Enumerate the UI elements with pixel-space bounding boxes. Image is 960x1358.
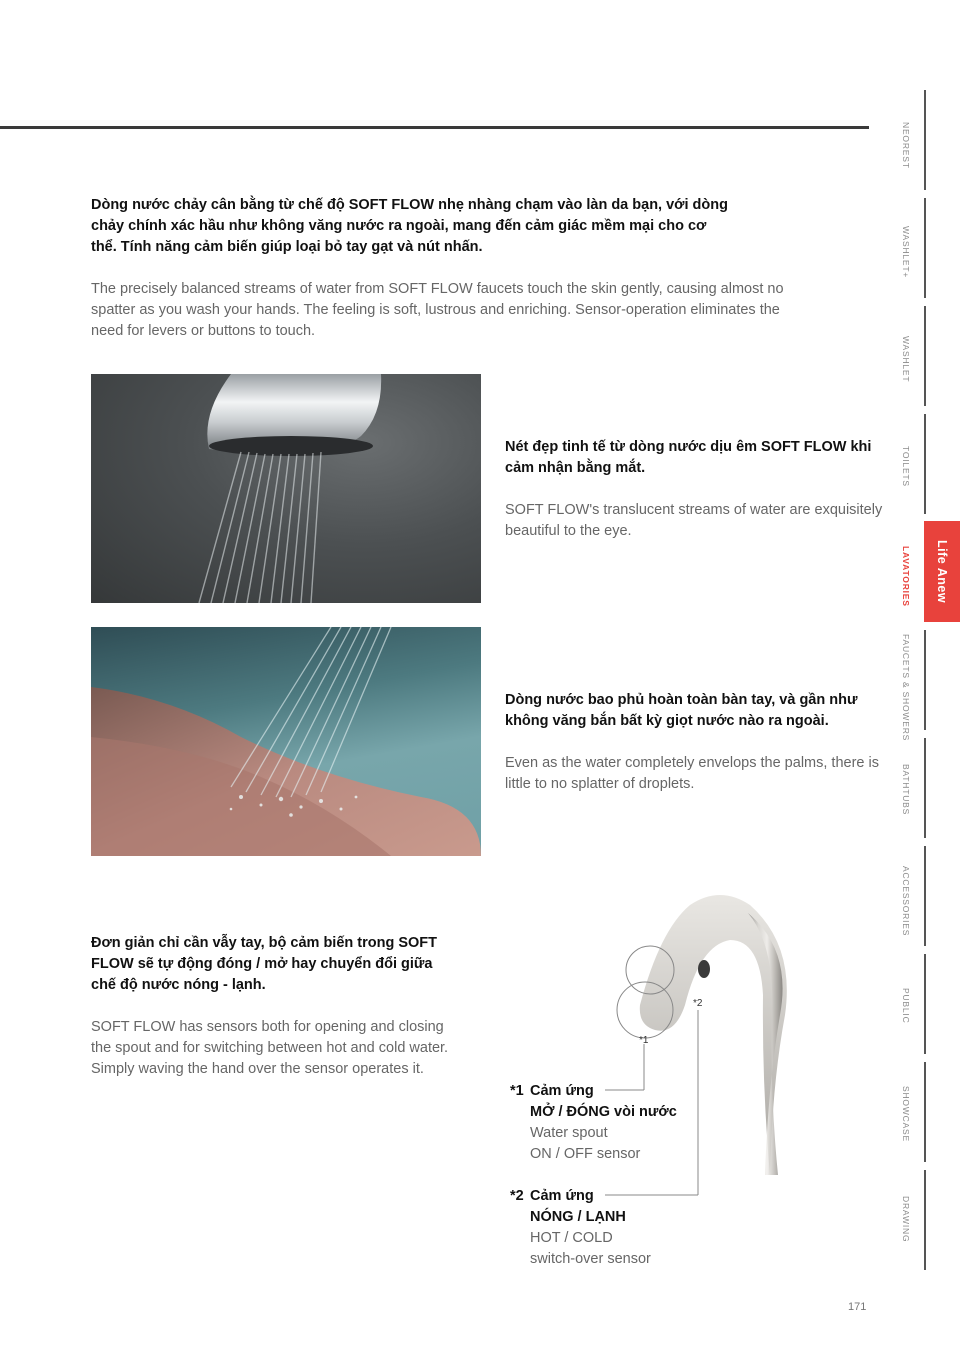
tab-neorest[interactable]: NEOREST <box>901 122 911 169</box>
tab-public[interactable]: PUBLIC <box>901 988 911 1024</box>
tab-drawing[interactable]: DRAWING <box>901 1196 911 1243</box>
callout-1-vn-line2: MỞ / ĐÓNG vòi nước <box>530 1104 677 1120</box>
sidebar-divider <box>924 738 926 838</box>
sensor-text-en: SOFT FLOW has sensors both for opening and closing the spout and for switching between hot and cold water. Simply waving the hand over the sensor operates it. <box>91 1019 449 1077</box>
callout-1 <box>510 1081 677 1165</box>
tab-showcase[interactable]: SHOWCASE <box>901 1086 911 1142</box>
sidebar-divider <box>924 90 926 190</box>
callout-2-mark: *2 <box>510 1188 524 1204</box>
sensor-callout-lines <box>500 940 740 1210</box>
page-number: 171 <box>848 1301 867 1313</box>
callout-1-en-line2: ON / OFF sensor <box>530 1146 641 1162</box>
marker-1: *1 <box>639 1035 649 1046</box>
faucet-stream-photo <box>91 374 481 603</box>
tab-lavatories[interactable]: LAVATORIES <box>901 546 911 607</box>
life-anew-badge: Life Anew <box>924 521 960 622</box>
tab-bathtubs[interactable]: BATHTUBS <box>901 764 911 816</box>
sidebar-divider <box>924 198 926 298</box>
sidebar-divider <box>924 846 926 946</box>
sidebar-divider <box>924 954 926 1054</box>
callout-2-en-line2: switch-over sensor <box>530 1251 651 1267</box>
tab-washlet[interactable]: WASHLET <box>901 336 911 383</box>
hands-water-photo <box>91 627 481 856</box>
sidebar-divider <box>924 306 926 406</box>
top-rule <box>0 126 869 129</box>
callout-1-mark: *1 <box>510 1083 524 1099</box>
tab-toilets[interactable]: TOILETS <box>901 446 911 487</box>
sidebar-divider <box>924 414 926 514</box>
sidebar-divider <box>924 1062 926 1162</box>
callout-2 <box>510 1186 651 1270</box>
callout-2-en-line1: HOT / COLD <box>530 1230 613 1246</box>
sidebar-divider <box>924 630 926 730</box>
tab-faucets-showers[interactable]: FAUCETS & SHOWERS <box>901 634 911 742</box>
marker-2: *2 <box>693 998 703 1009</box>
callout-1-vn-line1: Cảm ứng <box>530 1083 594 1099</box>
tab-washlet-plus[interactable]: WASHLET+ <box>901 226 911 279</box>
sidebar-divider <box>924 1170 926 1270</box>
callout-2-vn-line2: NÓNG / LẠNH <box>530 1209 626 1225</box>
intro-text-en: The precisely balanced streams of water from SOFT FLOW faucets touch the skin gently, causing almost no spatter as you wash your hands. The feeling is soft, lustrous and enriching. Sensor-operation eliminates the need for levers or buttons to touch. <box>91 281 784 339</box>
intro-text-vn: Dòng nước chảy cân bằng từ chế độ SOFT FLOW nhẹ nhàng chạm vào làn da bạn, với dòng chảy chính xác hầu như không văng nước ra ngoài, mang đến cảm giác mềm mại cho cơ thể. Tính năng cảm biến giúp loại bỏ tay gạt và nút nhấn. <box>91 197 728 255</box>
callout-1-en-line1: Water spout <box>530 1125 608 1141</box>
callout-2-vn-line1: Cảm ứng <box>530 1188 594 1204</box>
feature1-text-vn: Nét đẹp tinh tế từ dòng nước dịu êm SOFT FLOW khi cảm nhận bằng mắt. <box>505 439 872 476</box>
tab-accessories[interactable]: ACCESSORIES <box>901 866 911 937</box>
sensor-text-vn: Đơn giản chỉ cần vẫy tay, bộ cảm biến trong SOFT FLOW sẽ tự động đóng / mở hay chuyển đổi giữa chế độ nước nóng - lạnh. <box>91 935 438 993</box>
feature2-text-vn: Dòng nước bao phủ hoàn toàn bàn tay, và gần như không văng bắn bất kỳ giọt nước nào ra ngoài. <box>505 692 858 729</box>
feature2-text-en: Even as the water completely envelops the palms, there is little to no splatter of droplets. <box>505 755 879 792</box>
feature1-text-en: SOFT FLOW's translucent streams of water are exquisitely beautiful to the eye. <box>505 502 883 539</box>
